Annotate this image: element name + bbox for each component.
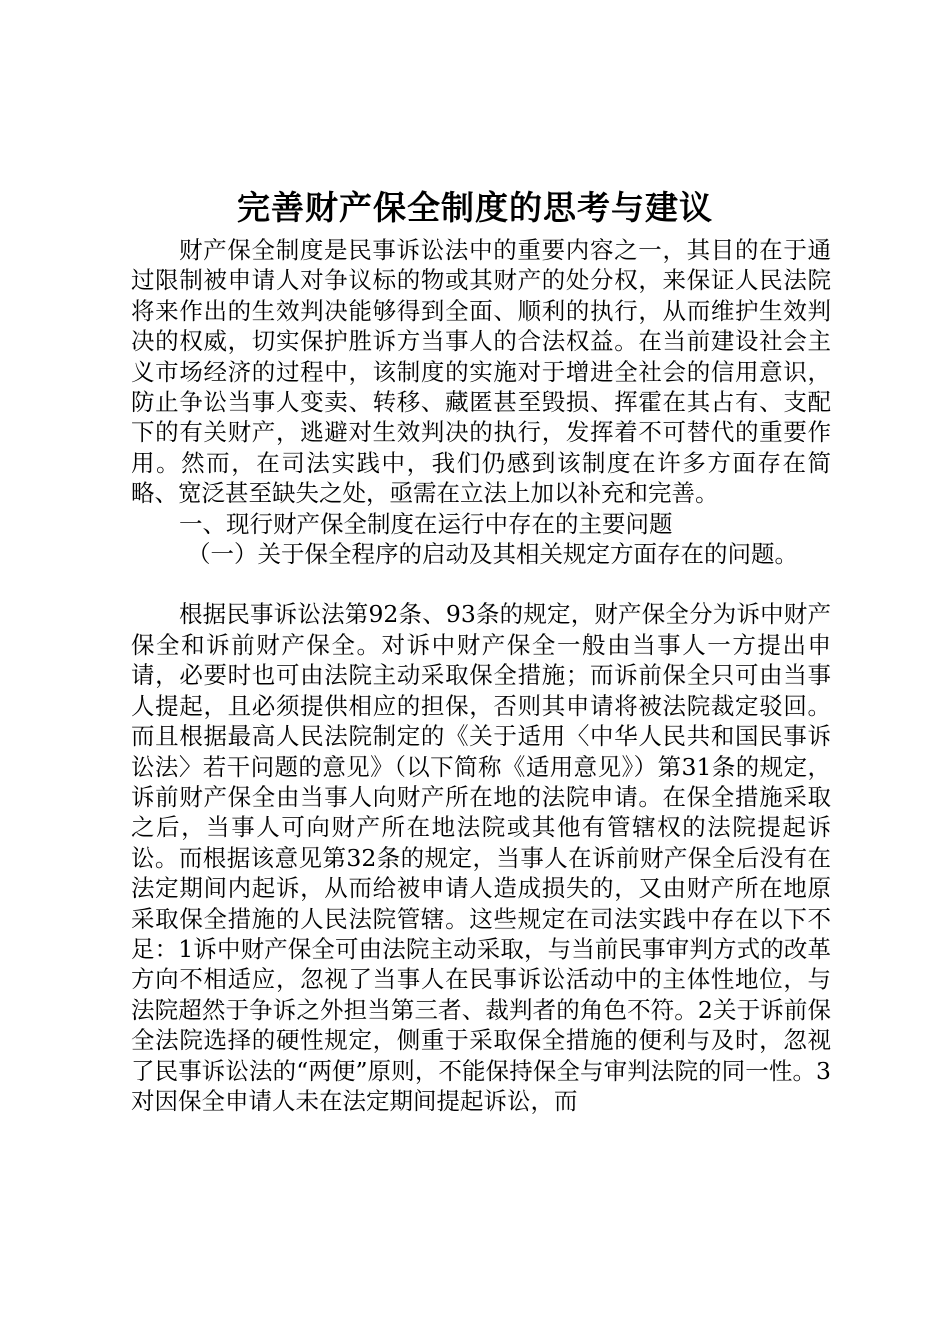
document-title: 完善财产保全制度的思考与建议 xyxy=(237,188,713,227)
paragraph-gap xyxy=(131,569,831,599)
document-body xyxy=(131,235,831,1116)
body-paragraph: 根据民事诉讼法第92条、93条的规定，财产保全分为诉中财产保全和诉前财产保全。对诉中财产保全一般由当事人一方提出申请，必要时也可由法院主动采取保全措施；而诉前保全只可由当事人提起，且必须提供相应的担保，否则其申请将被法院裁定驳回。而且根据最高人民法院制定的《关于适用〈中华人民共和国民事诉讼法〉若干问题的意见》（以下简称《适用意见》）第31条的规定，诉前财产保全由当事人向财产所在地的法院申请。在保全措施采取之后，当事人可向财产所在地法院或其他有管辖权的法院提起诉讼。而根据该意见第32条的规定，当事人在诉前财产保全后没有在法定期间内起诉，从而给被申请人造成损失的，又由财产所在地原采取保全措施的人民法院管辖。这些规定在司法实践中存在以下不足：1诉中财产保全可由法院主动采取，与当前民事审判方式的改革方向不相适应，忽视了当事人在民事诉讼活动中的主体性地位，与法院超然于争诉之外担当第三者、裁判者的角色不符。2关于诉前保全法院选择的硬性规定，侧重于采取保全措施的便利与及时，忽视了民事诉讼法的“两便”原则，不能保持保全与审判法院的同一性。3对因保全申请人未在法定期间提起诉讼，而 xyxy=(131,600,831,1115)
section-heading: 一、现行财产保全制度在运行中存在的主要问题 xyxy=(179,509,673,538)
intro-paragraph: 财产保全制度是民事诉讼法中的重要内容之一，其目的在于通过限制被申请人对争议标的物或其财产的处分权，来保证人民法院将来作出的生效判决能够得到全面、顺利的执行，从而维护生效判决的权威，切实保护胜诉方当事人的合法权益。在当前建设社会主义市场经济的过程中，该制度的实施对于增进全社会的信用意识，防止争讼当事人变卖、转移、藏匿甚至毁损、挥霍在其占有、支配下的有关财产，逃避对生效判决的执行，发挥着不可替代的重要作用。然而，在司法实践中，我们仍感到该制度在许多方面存在简略、宽泛甚至缺失之处，亟需在立法上加以补充和完善。 xyxy=(131,236,831,508)
subsection-heading: （一）关于保全程序的启动及其相关规定方面存在的问题。 xyxy=(187,540,798,569)
